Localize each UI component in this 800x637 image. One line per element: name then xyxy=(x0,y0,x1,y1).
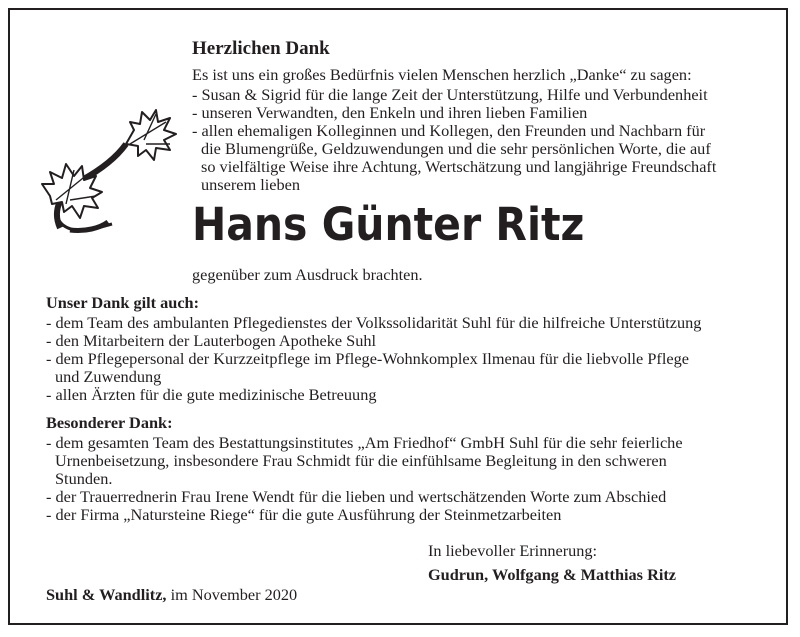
maple-leaves-icon xyxy=(30,100,180,240)
intro-line: - Susan & Sigrid für die lange Zeit der Unterstützung, Hilfe und Verbundenheit xyxy=(192,85,708,104)
closing-phrase: In liebevoller Erinnerung: xyxy=(428,541,598,560)
special-thanks-line: - der Trauerrednerin Frau Irene Wendt für die lieben und wertschätzenden Worte zum Abschied xyxy=(46,487,667,506)
special-thanks-line: Stunden. xyxy=(55,469,113,488)
intro-line: - allen ehemaligen Kolleginnen und Kollegen, den Freunden und Nachbarn für xyxy=(192,121,706,140)
signatories: Gudrun, Wolfgang & Matthias Ritz xyxy=(428,565,677,584)
deceased-name: Hans Günter Ritz xyxy=(192,198,585,251)
special-thanks-heading: Besonderer Dank: xyxy=(46,413,173,432)
thanks-also-heading: Unser Dank gilt auch: xyxy=(46,293,200,312)
intro-lead: Es ist uns ein großes Bedürfnis vielen Menschen herzlich „Danke“ zu sagen: xyxy=(192,65,692,84)
intro-line: so vielfältige Weise ihre Achtung, Wertschätzung und langjährige Freundschaft xyxy=(201,157,717,176)
special-thanks-line: - dem gesamten Team des Bestattungsinstitutes „Am Friedhof“ GmbH Suhl für die sehr feierliche xyxy=(46,433,683,452)
intro-line: die Blumengrüße, Geldzuwendungen und die sehr persönlichen Worte, die auf xyxy=(201,139,711,158)
footer-date: im November 2020 xyxy=(166,585,298,604)
footer-line xyxy=(46,586,297,604)
thanks-also-line: - den Mitarbeitern der Lauterbogen Apotheke Suhl xyxy=(46,331,377,350)
after-name-text: gegenüber zum Ausdruck brachten. xyxy=(192,265,423,284)
thanks-also-line: und Zuwendung xyxy=(55,367,162,386)
obituary-card xyxy=(8,8,788,625)
special-thanks-line: - der Firma „Natursteine Riege“ für die gute Ausführung der Steinmetzarbeiten xyxy=(46,505,562,524)
thanks-also-line: - allen Ärzten für die gute medizinische Betreuung xyxy=(46,385,377,404)
thanks-also-line: - dem Team des ambulanten Pflegedienstes der Volkssolidarität Suhl für die hilfreiche Unterstützung xyxy=(46,313,702,332)
special-thanks-line: Urnenbeisetzung, insbesondere Frau Schmidt für die einfühlsame Begleitung in den schweren xyxy=(55,451,667,470)
intro-line: unserem lieben xyxy=(201,175,301,194)
intro-heading: Herzlichen Dank xyxy=(192,38,330,59)
thanks-also-line: - dem Pflegepersonal der Kurzzeitpflege im Pflege-Wohnkomplex Ilmenau für die liebvolle Pflege xyxy=(46,349,689,368)
intro-line: - unseren Verwandten, den Enkeln und ihren lieben Familien xyxy=(192,103,588,122)
footer-place: Suhl & Wandlitz, xyxy=(46,585,167,604)
